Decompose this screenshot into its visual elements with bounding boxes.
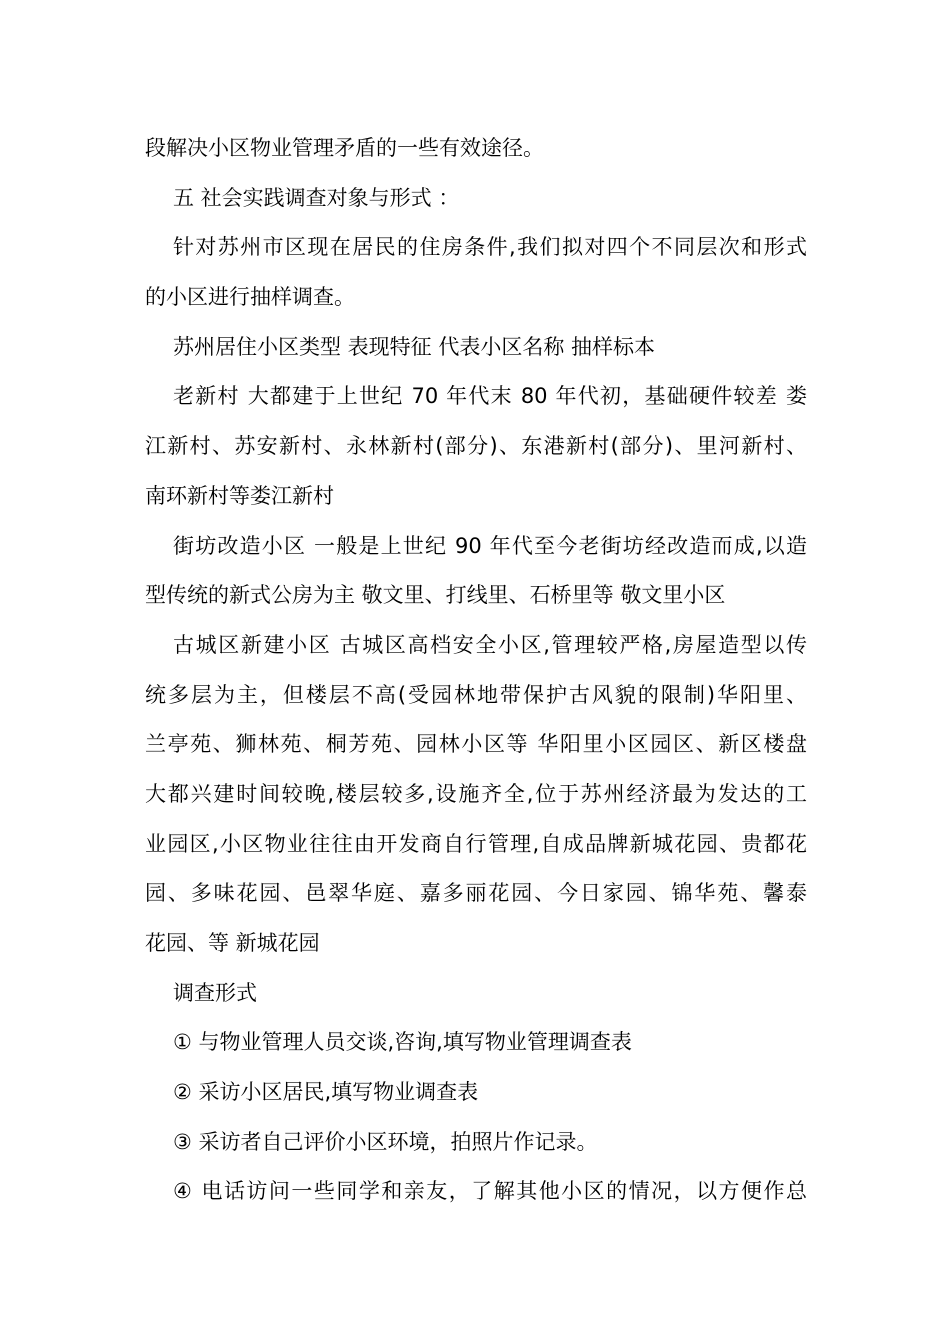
text-line: 大都兴建时间较晚,楼层较多,设施齐全,位于苏州经济最为发达的工	[145, 781, 807, 806]
text-line: 业园区,小区物业往往由开发商自行管理,自成品牌新城花园、贵都花	[145, 831, 807, 856]
text-line: 老新村 大都建于上世纪 70 年代末 80 年代初，基础硬件较差 娄	[173, 384, 807, 409]
text-line: 花园、等 新城花园	[145, 931, 320, 955]
list-item: ③ 采访者自己评价小区环境，拍照片作记录。	[173, 1129, 598, 1154]
text-line: 段解决小区物业管理矛盾的一些有效途径。	[145, 136, 544, 160]
text-line: 针对苏州市区现在居民的住房条件,我们拟对四个不同层次和形式	[173, 235, 807, 260]
text-line: 兰亭苑、狮林苑、桐芳苑、园林小区等 华阳里小区园区、新区楼盘	[145, 732, 807, 757]
list-item: ② 采访小区居民,填写物业调查表	[173, 1080, 479, 1105]
list-item: ① 与物业管理人员交谈,咨询,填写物业管理调查表	[173, 1030, 632, 1055]
text-line: 江新村、苏安新村、永林新村(部分)、东港新村(部分)、里河新村、	[145, 434, 807, 459]
list-item: ④ 电话访问一些同学和亲友，了解其他小区的情况，以方便作总	[173, 1179, 807, 1204]
text-line: 街坊改造小区 一般是上世纪 90 年代至今老街坊经改造而成,以造	[173, 533, 807, 558]
text-line: 的小区进行抽样调查。	[145, 285, 355, 310]
table-header-line: 苏州居住小区类型 表现特征 代表小区名称 抽样标本	[173, 334, 656, 359]
text-line: 园、多味花园、邑翠华庭、嘉多丽花园、今日家园、锦华苑、馨泰	[145, 881, 807, 906]
text-line: 型传统的新式公房为主 敬文里、打线里、石桥里等 敬文里小区	[145, 583, 726, 608]
text-line: 古城区新建小区 古城区高档安全小区,管理较严格,房屋造型以传	[173, 632, 807, 657]
text-line: 统多层为主，但楼层不高(受园林地带保护古风貌的限制)华阳里、	[145, 682, 807, 707]
section-heading: 五 社会实践调查对象与形式 ：	[173, 185, 460, 210]
section-heading: 调查形式	[173, 980, 257, 1005]
text-line: 南环新村等娄江新村	[145, 483, 334, 508]
document-body	[145, 124, 807, 1217]
